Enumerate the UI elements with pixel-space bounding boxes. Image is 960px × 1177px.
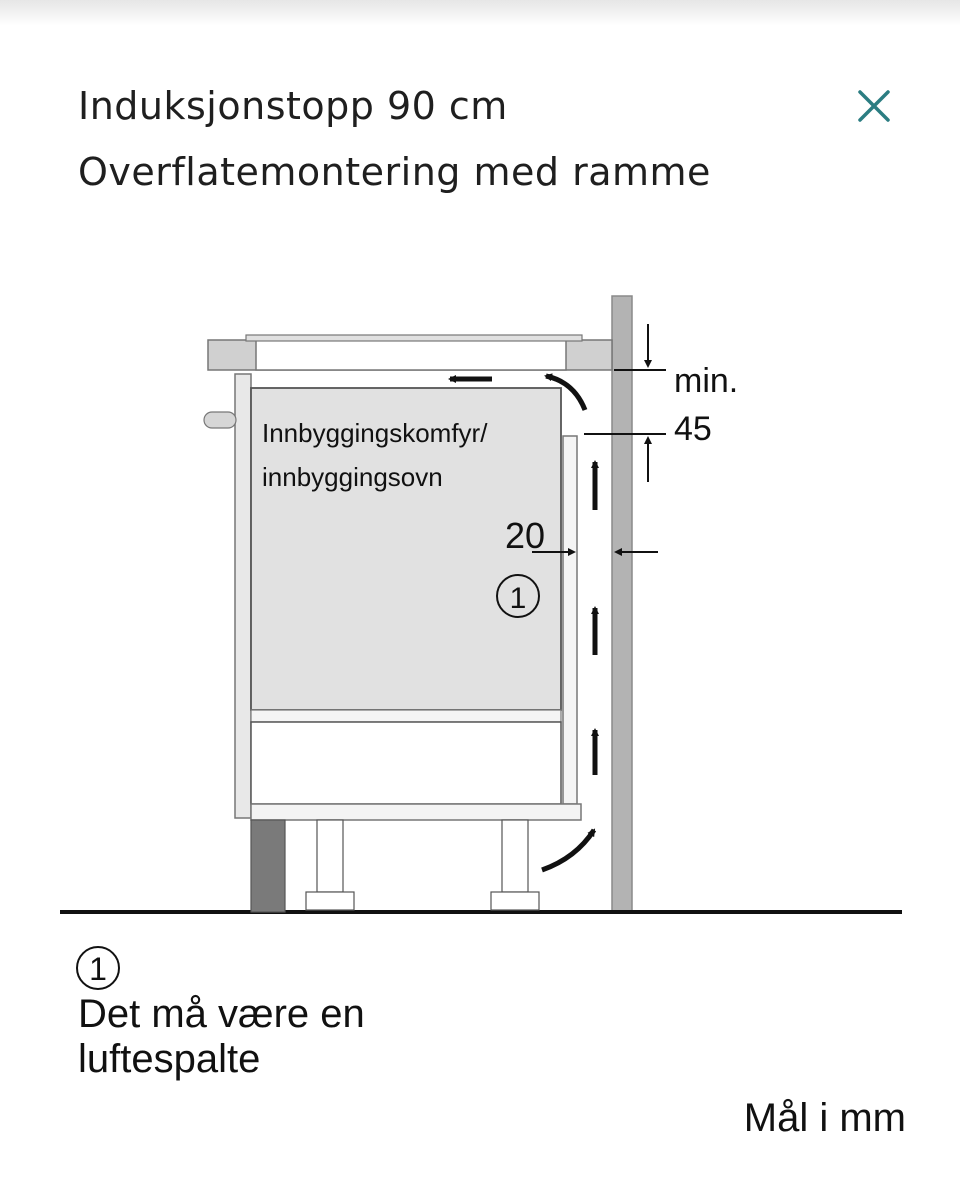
appliance-label-line1: Innbyggingskomfyr/: [262, 418, 488, 448]
svg-text:1: 1: [89, 951, 107, 987]
note-text: Det må være en luftespalte: [78, 992, 365, 1081]
gap-value: 20: [505, 515, 546, 556]
min-label: min.: [674, 362, 739, 400]
note-marker: [74, 944, 122, 992]
cabinet-base: [251, 804, 581, 912]
wall: [612, 296, 632, 912]
page-subtitle: Overflatemontering med ramme: [78, 150, 711, 194]
svg-text:1: 1: [509, 582, 527, 615]
appliance-label-line2: innbyggingsovn: [262, 462, 443, 492]
rear-panel: [563, 436, 577, 804]
min-value: 45: [674, 410, 712, 448]
units-label: Mål i mm: [743, 1096, 906, 1140]
page-title: Induksjonstopp 90 cm: [78, 84, 508, 128]
worktop: [208, 335, 612, 370]
